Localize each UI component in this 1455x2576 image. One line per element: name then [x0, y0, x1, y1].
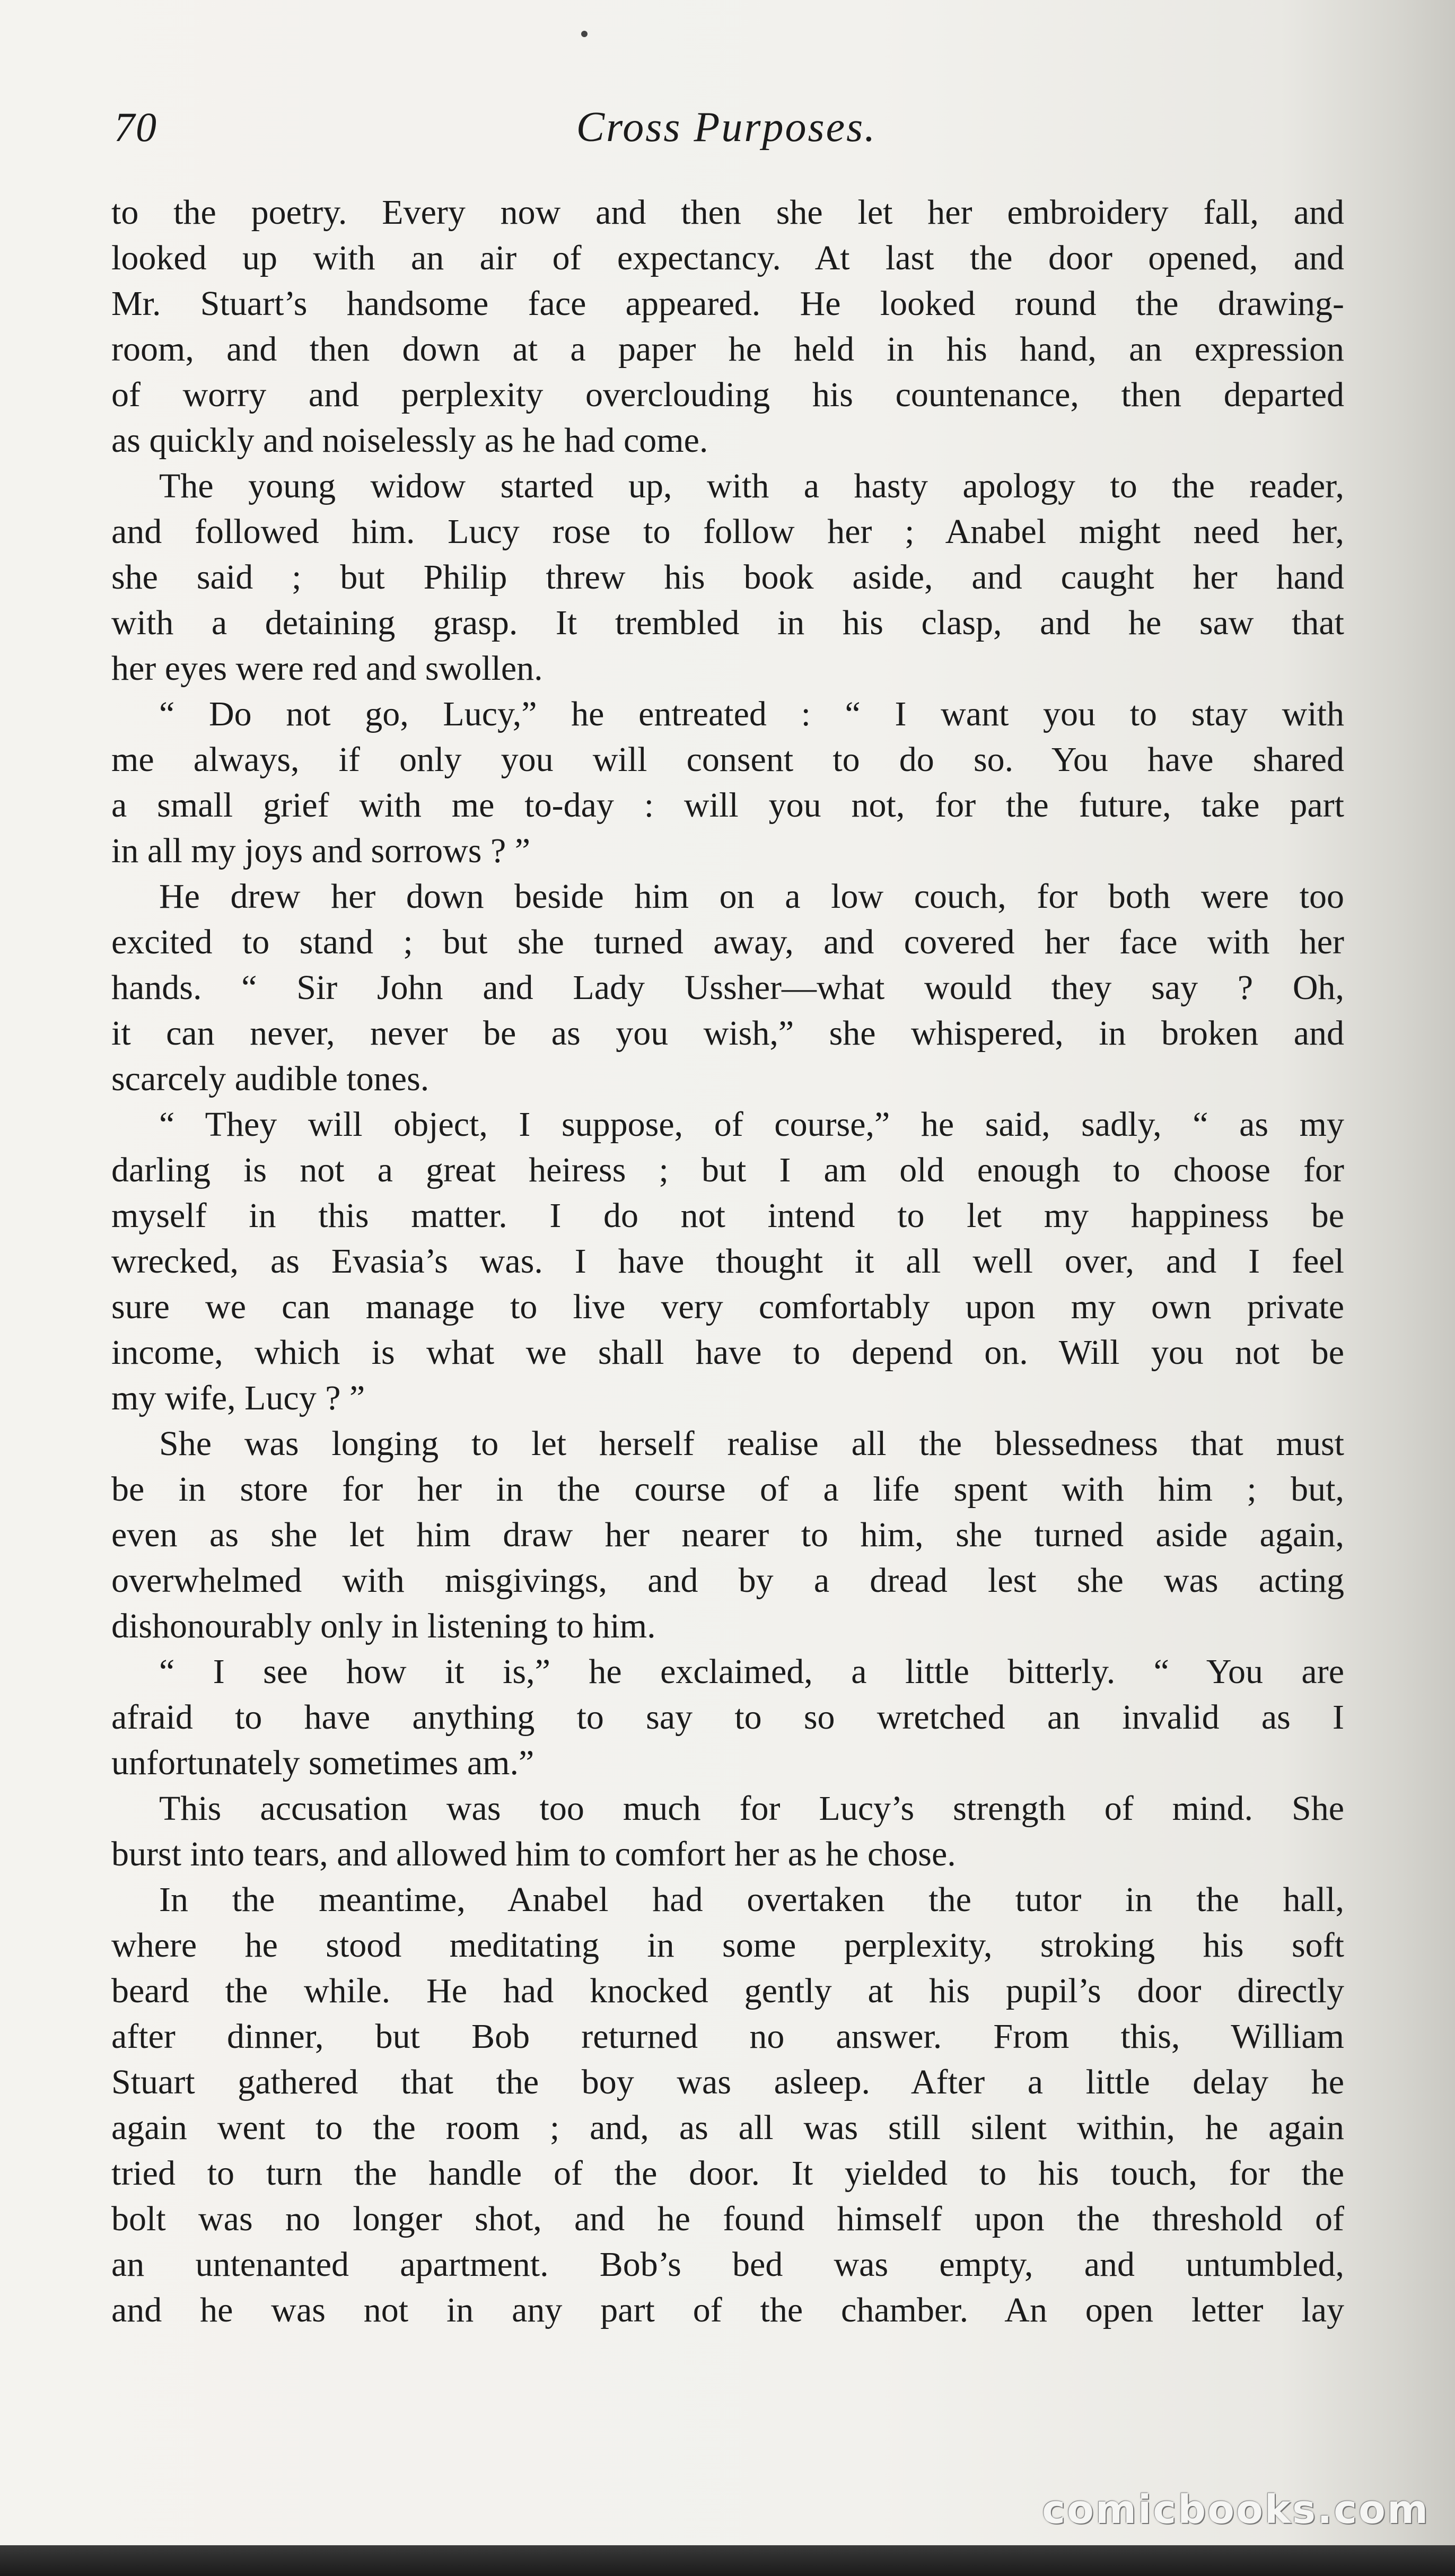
text-line: scarcely audible tones.	[111, 1059, 430, 1098]
text-line: income, which is what we shall have to depend on. Will you not be	[111, 1333, 1344, 1372]
text-line: looked up with an air of expectancy. At last the door opened, and	[111, 239, 1344, 277]
text-line: sure we can manage to live very comfortably upon my own private	[111, 1287, 1344, 1326]
text-line: after dinner, but Bob returned no answer. From this, William	[111, 2017, 1344, 2056]
running-title: Cross Purposes.	[576, 104, 877, 151]
text-line: beard the while. He had knocked gently at his pupil’s door directly	[111, 1972, 1344, 2010]
text-line: afraid to have anything to say to so wretched an invalid as I	[111, 1698, 1344, 1737]
text-line: her eyes were red and swollen.	[111, 649, 543, 688]
text-line: and followed him. Lucy rose to follow her ; Anabel might need her,	[111, 512, 1344, 551]
text-line: it can never, never be as you wish,” she whispered, in broken and	[111, 1014, 1344, 1053]
text-line: me always, if only you will consent to do so. You have shared	[111, 740, 1344, 779]
text-line: excited to stand ; but she turned away, and covered her face with her	[111, 923, 1344, 961]
text-line: again went to the room ; and, as all was still silent within, he again	[111, 2108, 1344, 2147]
text-line: my wife, Lucy ? ”	[111, 1379, 365, 1417]
text-line: “ Do not go, Lucy,” he entreated : “ I want you to stay with	[159, 695, 1344, 733]
text-line: she said ; but Philip threw his book aside, and caught her hand	[111, 558, 1344, 597]
text-line: room, and then down at a paper he held in his hand, an expression	[111, 330, 1344, 369]
text-line: and he was not in any part of the chamber. An open letter lay	[111, 2291, 1344, 2329]
text-line: an untenanted apartment. Bob’s bed was empty, and untumbled,	[111, 2245, 1344, 2284]
text-line: of worry and perplexity overclouding his countenance, then departed	[111, 375, 1344, 414]
text-line: dishonourably only in listening to him.	[111, 1607, 656, 1645]
page-number: 70	[114, 104, 157, 150]
text-line: myself in this matter. I do not intend to let my happiness be	[111, 1196, 1344, 1235]
text-line: The young widow started up, with a hasty apology to the reader,	[159, 467, 1344, 505]
watermark: comicbooks.com	[1042, 2487, 1430, 2533]
text-line: overwhelmed with misgivings, and by a dread lest she was acting	[111, 1561, 1344, 1600]
text-line: wrecked, as Evasia’s was. I have thought it all well over, and I feel	[111, 1242, 1344, 1281]
body-text	[111, 190, 1344, 2333]
text-line: “ They will object, I suppose, of course,” he said, sadly, “ as my	[159, 1105, 1344, 1144]
text-line: unfortunately sometimes am.”	[111, 1743, 534, 1782]
text-line: He drew her down beside him on a low couch, for both were too	[159, 877, 1344, 916]
text-line: She was longing to let herself realise all the blessedness that must	[159, 1424, 1344, 1463]
text-line: a small grief with me to-day : will you not, for the future, take part	[111, 786, 1344, 825]
text-line: darling is not a great heiress ; but I am old enough to choose for	[111, 1151, 1344, 1189]
text-line: as quickly and noiselessly as he had come.	[111, 421, 708, 460]
scan-edge	[0, 2545, 1455, 2576]
text-line: burst into tears, and allowed him to comfort her as he chose.	[111, 1835, 956, 1873]
text-line: Mr. Stuart’s handsome face appeared. He looked round the drawing-	[111, 284, 1344, 323]
text-line: “ I see how it is,” he exclaimed, a little bitterly. “ You are	[159, 1652, 1344, 1691]
text-line: Stuart gathered that the boy was asleep. After a little delay he	[111, 2063, 1344, 2101]
text-line: This accusation was too much for Lucy’s strength of mind. She	[159, 1789, 1344, 1828]
page-header	[109, 103, 1344, 167]
text-line: even as she let him draw her nearer to him, she turned aside again,	[111, 1515, 1344, 1554]
text-line: in all my joys and sorrows ? ”	[111, 831, 531, 870]
print-speck	[581, 31, 588, 37]
text-line: tried to turn the handle of the door. It yielded to his touch, for the	[111, 2154, 1344, 2193]
text-line: hands. “ Sir John and Lady Ussher—what would they say ? Oh,	[111, 968, 1344, 1007]
text-line: In the meantime, Anabel had overtaken the tutor in the hall,	[159, 1880, 1344, 1919]
text-line: to the poetry. Every now and then she let her embroidery fall, and	[111, 193, 1344, 232]
text-line: with a detaining grasp. It trembled in his clasp, and he saw that	[111, 603, 1344, 642]
text-line: be in store for her in the course of a life spent with him ; but,	[111, 1470, 1344, 1509]
text-line: bolt was no longer shot, and he found himself upon the threshold of	[111, 2200, 1344, 2238]
text-line: where he stood meditating in some perplexity, stroking his soft	[111, 1926, 1344, 1965]
